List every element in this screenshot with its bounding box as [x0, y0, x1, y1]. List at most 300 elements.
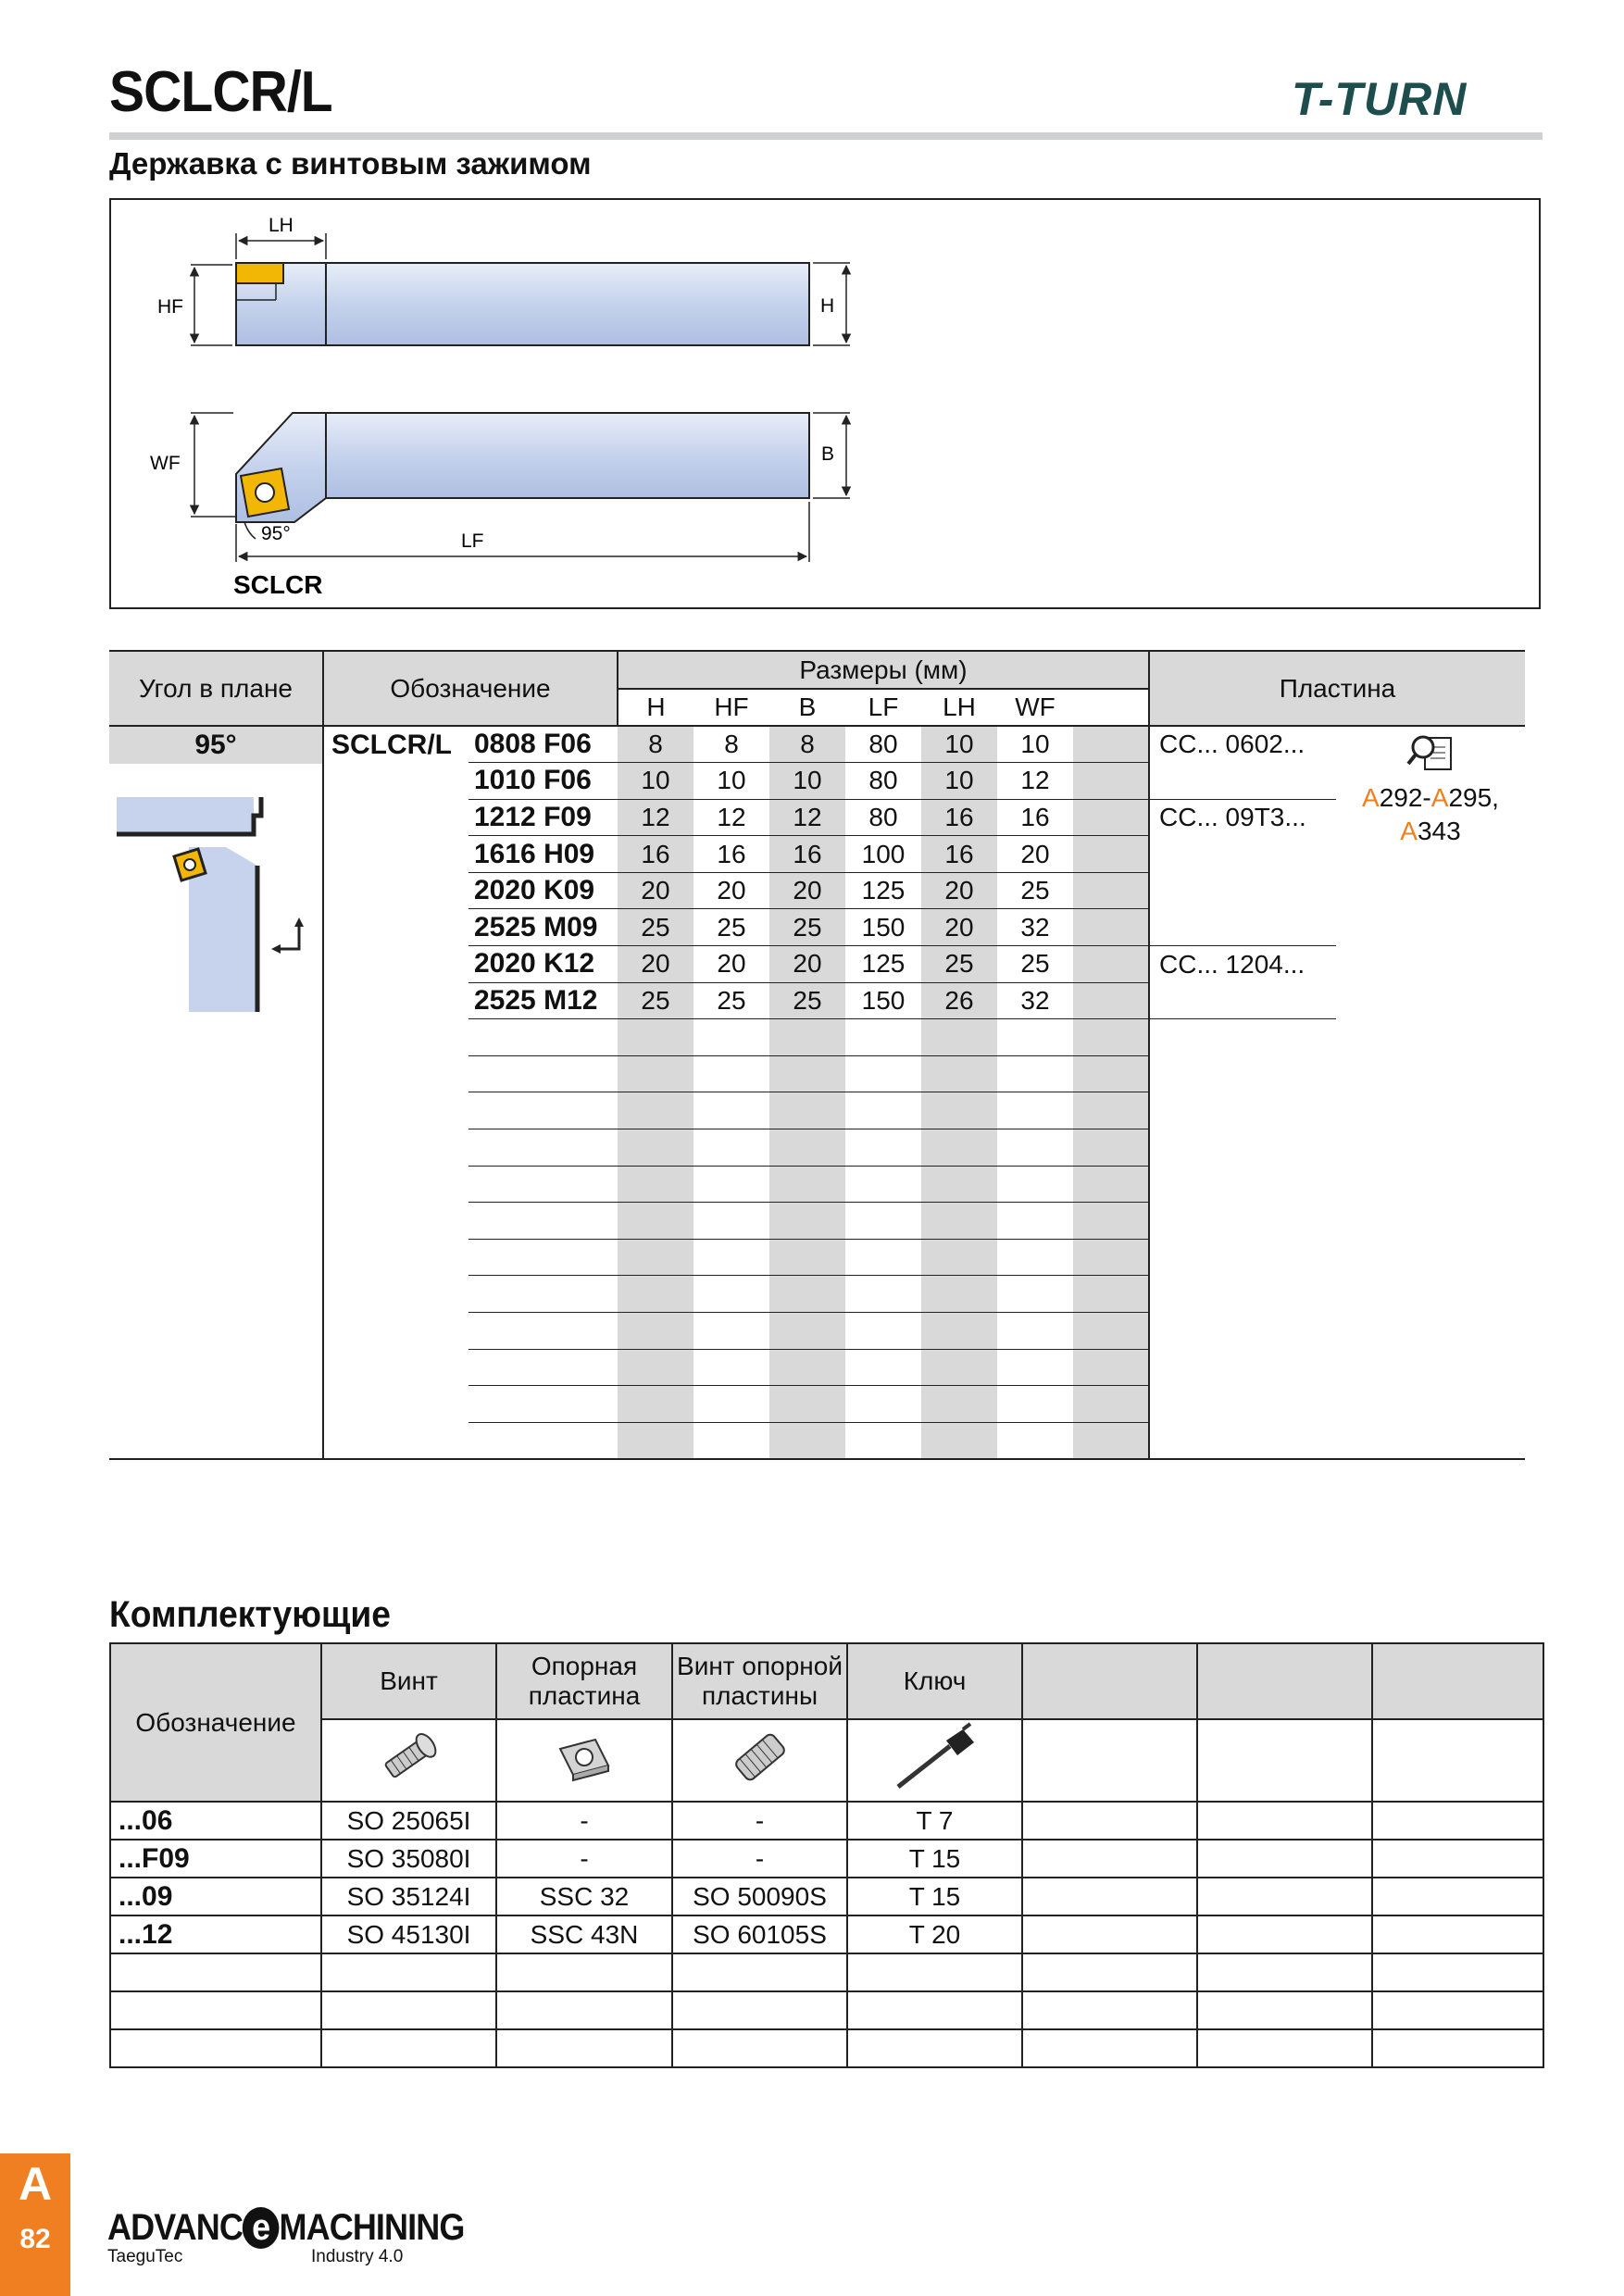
dim-value-wf: [997, 1203, 1073, 1240]
acc-blank-cell: [1022, 1719, 1197, 1802]
designation-code: 0808 F06: [468, 726, 618, 763]
dim-value-h: [618, 1386, 693, 1423]
dim-value-wf: [997, 1349, 1073, 1386]
header-angle: Угол в плане: [109, 651, 323, 726]
dim-value-blank: [1073, 799, 1149, 836]
acc-blank-cell: [1197, 1991, 1372, 2029]
dim-value-blank: [1073, 1203, 1149, 1240]
footer-company: TaeguTec: [107, 2247, 183, 2266]
acc-blank-cell: [1197, 1915, 1372, 1953]
designation-code: 2525 M12: [468, 982, 618, 1019]
magnifier-icon[interactable]: [1405, 730, 1456, 775]
dim-value-hf: 25: [693, 909, 769, 946]
dim-value-lh: 20: [921, 909, 997, 946]
shim-icon-cell: [496, 1719, 672, 1802]
dim-value-lh: [921, 1019, 997, 1056]
dim-value-lf: 80: [845, 763, 921, 800]
dim-value-lh: 16: [921, 799, 997, 836]
dim-value-wf: 32: [997, 982, 1073, 1019]
dim-value-blank: [1073, 1055, 1149, 1092]
series-label: SCLCR/L: [331, 730, 452, 760]
dim-value-wf: [997, 1386, 1073, 1423]
dim-value-h: [618, 1166, 693, 1203]
dim-value-lf: [845, 1313, 921, 1350]
insert-type: [1149, 1276, 1336, 1313]
dim-value-wf: 16: [997, 799, 1073, 836]
dim-value-lf: [845, 1129, 921, 1167]
dim-value-lf: [845, 1239, 921, 1276]
dim-value-h: [618, 1092, 693, 1129]
dim-value-lf: [845, 1203, 921, 1240]
table-row: [110, 1878, 1543, 1915]
designation-code: [468, 1019, 618, 1056]
dim-value-b: 12: [769, 799, 845, 836]
acc-blank-cell: [1372, 1802, 1543, 1840]
page-subtitle: Державка с винтовым зажимом: [109, 146, 592, 181]
dim-value-b: 16: [769, 836, 845, 873]
insert-type: [1149, 1386, 1336, 1423]
dim-value-lh: [921, 1386, 997, 1423]
acc-header-shim-screw-line1: Винт опорной: [677, 1652, 843, 1680]
dim-value-hf: [693, 1019, 769, 1056]
dim-value-lh: [921, 1349, 997, 1386]
dim-value-blank: [1073, 872, 1149, 909]
acc-shim-screw: SO 60105S: [672, 1915, 847, 1953]
dim-header-h: H: [618, 689, 693, 726]
dim-value-hf: [693, 1239, 769, 1276]
dim-value-lh: [921, 1092, 997, 1129]
dim-value-wf: [997, 1092, 1073, 1129]
dim-value-b: 20: [769, 872, 845, 909]
dim-value-hf: 12: [693, 799, 769, 836]
acc-code: [110, 1953, 321, 1991]
dim-value-wf: [997, 1019, 1073, 1056]
acc-blank-cell: [1372, 1719, 1543, 1802]
dim-header-b: B: [769, 689, 845, 726]
dim-value-lh: [921, 1055, 997, 1092]
page-ref-cell: [1336, 726, 1525, 1459]
insert-type: [1149, 1239, 1336, 1276]
acc-blank-cell: [1022, 1878, 1197, 1915]
dim-value-blank: [1073, 1276, 1149, 1313]
dim-value-h: 25: [618, 982, 693, 1019]
insert-type: [1149, 1019, 1336, 1056]
acc-key: [847, 2029, 1022, 2067]
dim-value-b: [769, 1422, 845, 1459]
key-icon: [889, 1720, 981, 1794]
dim-header-wf: WF: [997, 689, 1073, 726]
acc-blank-cell: [1022, 2029, 1197, 2067]
dim-label-hf: HF: [157, 296, 183, 318]
dim-value-lf: 150: [845, 909, 921, 946]
acc-screw: SO 35124I: [321, 1878, 496, 1915]
diagram-caption: SCLCR: [233, 570, 323, 599]
dim-value-lf: [845, 1019, 921, 1056]
acc-blank-cell: [1372, 1878, 1543, 1915]
acc-blank-cell: [1197, 1719, 1372, 1802]
dim-value-hf: 20: [693, 946, 769, 983]
acc-shim: -: [496, 1840, 672, 1878]
dim-header-hf: HF: [693, 689, 769, 726]
acc-blank-cell: [1372, 2029, 1543, 2067]
acc-shim-screw: [672, 1953, 847, 1991]
designation-code: [468, 1166, 618, 1203]
acc-key: T 15: [847, 1840, 1022, 1878]
insert-type: [1149, 1349, 1336, 1386]
designation-code: [468, 1239, 618, 1276]
designation-code: [468, 1276, 618, 1313]
dim-value-wf: [997, 1166, 1073, 1203]
header-designation: Обозначение: [323, 651, 618, 726]
side-view: [157, 215, 850, 345]
acc-blank-cell: [1197, 1953, 1372, 1991]
dim-value-blank: [1073, 1313, 1149, 1350]
dim-value-blank: [1073, 1422, 1149, 1459]
dim-value-h: 20: [618, 872, 693, 909]
dim-value-wf: [997, 1422, 1073, 1459]
dim-value-hf: [693, 1386, 769, 1423]
acc-header-shim: [496, 1643, 672, 1719]
dim-value-b: [769, 1203, 845, 1240]
dim-value-b: [769, 1276, 845, 1313]
dim-value-h: [618, 1422, 693, 1459]
section-letter: A: [18, 2158, 53, 2210]
designation-code: 1212 F09: [468, 799, 618, 836]
dim-value-h: 10: [618, 763, 693, 800]
dim-value-hf: [693, 1129, 769, 1167]
dim-value-wf: 25: [997, 872, 1073, 909]
dim-value-blank: [1073, 1349, 1149, 1386]
acc-header-blank: [1197, 1643, 1372, 1719]
dim-value-lh: [921, 1203, 997, 1240]
acc-header-screw: Винт: [321, 1643, 496, 1719]
designation-code: [468, 1203, 618, 1240]
dim-header-lh: LH: [921, 689, 997, 726]
dim-value-blank: [1073, 982, 1149, 1019]
acc-code: [110, 1991, 321, 2029]
dim-value-h: [618, 1239, 693, 1276]
section-tab: [0, 2153, 70, 2296]
designation-code: 2525 M09: [468, 909, 618, 946]
insert-type: [1149, 1313, 1336, 1350]
acc-blank-cell: [1372, 1991, 1543, 2029]
acc-shim-screw: -: [672, 1840, 847, 1878]
insert-type: [1149, 1203, 1336, 1240]
acc-header-blank: [1372, 1643, 1543, 1719]
acc-shim: -: [496, 1802, 672, 1840]
acc-screw: [321, 1991, 496, 2029]
dim-value-blank: [1073, 763, 1149, 800]
dim-value-b: [769, 1092, 845, 1129]
designation-code: [468, 1092, 618, 1129]
acc-code: ...F09: [110, 1840, 321, 1878]
dim-value-blank: [1073, 1129, 1149, 1167]
acc-code: ...09: [110, 1878, 321, 1915]
page-ref-number: 295,: [1448, 783, 1499, 812]
angle-value: 95°: [109, 727, 322, 764]
acc-blank-cell: [1022, 1991, 1197, 2029]
dim-value-lf: [845, 1166, 921, 1203]
acc-screw: SO 25065I: [321, 1802, 496, 1840]
acc-key: [847, 1953, 1022, 1991]
insert-type: [1149, 1129, 1336, 1167]
table-row: [110, 1991, 1543, 2029]
dim-value-h: 25: [618, 909, 693, 946]
dim-value-b: [769, 1129, 845, 1167]
dim-value-h: 8: [618, 726, 693, 763]
header-dimensions: Размеры (мм): [618, 651, 1149, 689]
footer-brand: [107, 2207, 464, 2249]
dim-value-b: 10: [769, 763, 845, 800]
insert-type: [1149, 1092, 1336, 1129]
holder-table: [109, 650, 1525, 1460]
insert-type: [1149, 982, 1336, 1019]
acc-blank-cell: [1197, 1878, 1372, 1915]
dim-value-hf: [693, 1349, 769, 1386]
holder-pictogram: [109, 792, 322, 1014]
dim-value-b: [769, 1349, 845, 1386]
acc-header-shim-screw: [672, 1643, 847, 1719]
page-title: SCLCR/L: [109, 60, 332, 124]
dim-value-hf: [693, 1055, 769, 1092]
dim-value-hf: [693, 1203, 769, 1240]
designation-code: [468, 1129, 618, 1167]
page-ref-number: 292-: [1379, 783, 1431, 812]
dim-header-lf: LF: [845, 689, 921, 726]
dim-value-wf: [997, 1313, 1073, 1350]
insert-type: [1149, 763, 1336, 800]
dim-value-wf: 25: [997, 946, 1073, 983]
acc-header-shim-screw-line2: пластины: [701, 1681, 818, 1710]
dim-value-lf: 125: [845, 872, 921, 909]
page-ref-letter: A: [1430, 783, 1449, 812]
acc-header-designation: Обозначение: [110, 1643, 321, 1802]
acc-header-shim-line2: пластина: [528, 1681, 641, 1710]
dim-value-h: 12: [618, 799, 693, 836]
insert-type: [1149, 1055, 1336, 1092]
acc-shim-screw: [672, 2029, 847, 2067]
acc-header-shim-line1: Опорная: [531, 1652, 638, 1680]
designation-code: [468, 1386, 618, 1423]
table-row: [110, 2029, 1543, 2067]
footer-brand-e: e: [243, 2207, 280, 2249]
dim-value-hf: 25: [693, 982, 769, 1019]
dim-value-h: [618, 1055, 693, 1092]
dim-value-lh: 26: [921, 982, 997, 1019]
dim-value-h: [618, 1203, 693, 1240]
dim-value-lh: [921, 1422, 997, 1459]
insert-type: [1149, 872, 1336, 909]
dim-value-hf: [693, 1422, 769, 1459]
dim-value-b: [769, 1019, 845, 1056]
designation-code: 1616 H09: [468, 836, 618, 873]
dim-value-blank: [1073, 946, 1149, 983]
brand-logo-text: T-TURN: [1292, 73, 1468, 125]
acc-key: T 7: [847, 1802, 1022, 1840]
insert-type: [1149, 1422, 1336, 1459]
dim-value-lh: [921, 1166, 997, 1203]
dim-value-b: [769, 1055, 845, 1092]
dim-value-lh: [921, 1313, 997, 1350]
dim-value-h: [618, 1129, 693, 1167]
dim-value-h: [618, 1349, 693, 1386]
dim-value-lf: 80: [845, 726, 921, 763]
dim-value-h: 16: [618, 836, 693, 873]
acc-shim: [496, 1991, 672, 2029]
key-icon-cell: [847, 1719, 1022, 1802]
dim-value-hf: [693, 1276, 769, 1313]
dim-value-hf: [693, 1092, 769, 1129]
acc-shim-screw: [672, 1991, 847, 2029]
dim-value-h: 20: [618, 946, 693, 983]
insert-type: [1149, 1166, 1336, 1203]
dim-value-b: [769, 1386, 845, 1423]
dim-value-lf: [845, 1092, 921, 1129]
angle-cell: [109, 726, 323, 1459]
dim-value-b: 8: [769, 726, 845, 763]
dim-value-wf: 12: [997, 763, 1073, 800]
dim-value-blank: [1073, 1386, 1149, 1423]
acc-code: [110, 2029, 321, 2067]
insert-type: [1149, 909, 1336, 946]
shim-screw-icon-cell: [672, 1719, 847, 1802]
dim-value-lf: 125: [845, 946, 921, 983]
page-ref-number: 343: [1417, 817, 1461, 845]
insert-type: [1149, 836, 1336, 873]
page-ref-letter: A: [1362, 783, 1380, 812]
dim-value-hf: [693, 1313, 769, 1350]
angle-label: 95°: [261, 523, 291, 544]
top-view: [150, 413, 850, 599]
insert-icon: [241, 468, 289, 517]
acc-blank-cell: [1022, 1840, 1197, 1878]
acc-blank-cell: [1372, 1953, 1543, 1991]
dim-value-b: 25: [769, 909, 845, 946]
acc-shim-screw: -: [672, 1802, 847, 1840]
dim-value-blank: [1073, 1019, 1149, 1056]
shim-icon: [547, 1723, 621, 1791]
dim-value-wf: 10: [997, 726, 1073, 763]
accessories-table: [109, 1642, 1544, 2068]
dim-value-lf: [845, 1276, 921, 1313]
dim-value-lf: [845, 1422, 921, 1459]
dim-value-hf: [693, 1166, 769, 1203]
designation-code: 1010 F06: [468, 763, 618, 800]
series-cell: [323, 726, 468, 1459]
dim-label-lh: LH: [269, 215, 294, 236]
dim-label-b: B: [821, 443, 835, 465]
dim-value-lf: [845, 1386, 921, 1423]
table-row: [110, 1840, 1543, 1878]
insert-type: CC... 1204...: [1149, 946, 1336, 983]
acc-code: ...12: [110, 1915, 321, 1953]
dim-value-lf: [845, 1349, 921, 1386]
dim-value-b: 25: [769, 982, 845, 1019]
dim-value-hf: 8: [693, 726, 769, 763]
acc-shim-screw: SO 50090S: [672, 1878, 847, 1915]
dim-value-lh: [921, 1276, 997, 1313]
insert-type: CC... 09T3...: [1149, 799, 1336, 836]
acc-screw: SO 35080I: [321, 1840, 496, 1878]
dim-value-lf: 80: [845, 799, 921, 836]
acc-shim: SSC 32: [496, 1878, 672, 1915]
dim-value-blank: [1073, 726, 1149, 763]
acc-blank-cell: [1197, 1802, 1372, 1840]
dim-value-blank: [1073, 836, 1149, 873]
acc-screw: SO 45130I: [321, 1915, 496, 1953]
dim-value-h: [618, 1276, 693, 1313]
designation-code: [468, 1349, 618, 1386]
dim-value-h: [618, 1019, 693, 1056]
page-ref-link[interactable]: [1336, 781, 1525, 848]
designation-code: 2020 K09: [468, 872, 618, 909]
acc-blank-cell: [1197, 1840, 1372, 1878]
page-ref-letter: A: [1400, 817, 1418, 845]
dim-value-wf: [997, 1129, 1073, 1167]
dim-value-wf: [997, 1276, 1073, 1313]
dim-value-lh: 10: [921, 726, 997, 763]
acc-screw: [321, 2029, 496, 2067]
dim-value-b: [769, 1313, 845, 1350]
dim-value-b: [769, 1166, 845, 1203]
acc-shim: [496, 2029, 672, 2067]
dim-header-blank: [1073, 689, 1149, 726]
holder-diagram: [109, 198, 1541, 609]
dim-value-lh: [921, 1129, 997, 1167]
dim-value-lf: 150: [845, 982, 921, 1019]
dim-value-lh: 20: [921, 872, 997, 909]
acc-shim: SSC 43N: [496, 1915, 672, 1953]
table-row: [110, 1802, 1543, 1840]
accessories-title: Комплектующие: [109, 1594, 391, 1635]
dim-value-hf: 20: [693, 872, 769, 909]
dim-value-b: [769, 1239, 845, 1276]
footer-brand-left: ADVANC: [107, 2207, 243, 2248]
designation-code: [468, 1313, 618, 1350]
acc-blank-cell: [1197, 2029, 1372, 2067]
table-row: [110, 1915, 1543, 1953]
acc-blank-cell: [1022, 1953, 1197, 1991]
dim-value-blank: [1073, 1166, 1149, 1203]
dim-value-hf: 10: [693, 763, 769, 800]
footer-tagline: Industry 4.0: [311, 2247, 404, 2266]
table-row: [110, 1953, 1543, 1991]
acc-blank-cell: [1372, 1840, 1543, 1878]
acc-key: T 15: [847, 1878, 1022, 1915]
dim-value-wf: [997, 1055, 1073, 1092]
dim-value-blank: [1073, 1092, 1149, 1129]
screw-icon-cell: [321, 1719, 496, 1802]
acc-blank-cell: [1372, 1915, 1543, 1953]
acc-header-key: Ключ: [847, 1643, 1022, 1719]
dim-value-wf: 20: [997, 836, 1073, 873]
insert-type: CC... 0602...: [1159, 730, 1305, 759]
acc-shim: [496, 1953, 672, 1991]
dim-value-lh: 10: [921, 763, 997, 800]
designation-code: [468, 1422, 618, 1459]
dim-value-h: [618, 1313, 693, 1350]
header-divider: [109, 132, 1543, 140]
dim-value-lh: 16: [921, 836, 997, 873]
dim-value-b: 20: [769, 946, 845, 983]
designation-code: 2020 K12: [468, 946, 618, 983]
dim-label-lf: LF: [461, 530, 484, 552]
dim-value-wf: 32: [997, 909, 1073, 946]
acc-key: [847, 1991, 1022, 2029]
dim-value-lh: 25: [921, 946, 997, 983]
screw-icon: [372, 1723, 446, 1791]
designation-code: [468, 1055, 618, 1092]
